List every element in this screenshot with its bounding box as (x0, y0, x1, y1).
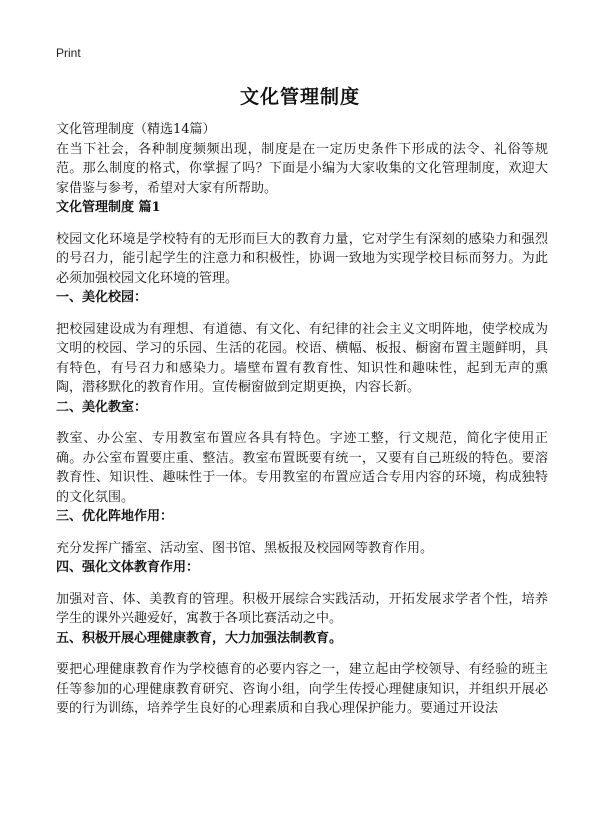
item-heading: 五、积极开展心理健康教育，大力加强法制教育。 (56, 630, 343, 646)
item-heading: 三、优化阵地作用： (56, 509, 174, 524)
item-paragraph: 充分发挥广播室、活动室、图书馆、黑板报及校园网等教育作用。 (56, 540, 434, 556)
document-body (56, 120, 548, 719)
item-heading: 二、美化教室： (56, 399, 148, 415)
section-paragraph: 校园文化环境是学校特有的无形而巨大的教育力量，它对学生有深刻的感染力和强烈的号召力，能引起学生的注意力和积极性，协调一致地为实现学校目标而努力。为此必须加强校园文化环境的管理。 (56, 231, 548, 286)
intro-paragraph: 在当下社会，各种制度频频出现，制度是在一定历史条件下形成的法令、礼俗等规范。那么制度的格式，你掌握了吗？下面是小编为大家收集的文化管理制度，欢迎大家借鉴与参考，希望对大家有所帮助。 (56, 141, 548, 196)
item-paragraph: 把校园建设成为有理想、有道德、有文化、有纪律的社会主义文明阵地，使学校成为文明的校园、学习的乐园、生活的花园。校语、横幅、板报、橱窗布置主题鲜明，具有特色，有号召力和感染力。墙壁布置有教育性、知识性和趣味性，起到无声的熏陶，潜移默化的教育作用。宣传橱窗做到定期更换，内容长新。 (56, 321, 548, 395)
item-heading: 一、美化校园： (56, 290, 148, 305)
item-paragraph: 教室、办公室、专用教室布置应各具有特色。字迹工整，行文规范，简化字使用正确。办公室布置要庄重、整洁。教室布置既要有统一，又要有自己班级的特色。要溶教育性、知识性、趣味性于一体。专用教室的布置应适合专用内容的环境，构成独特的文化氛围。 (56, 431, 548, 505)
item-heading: 四、强化文体教育作用： (56, 560, 200, 575)
item-paragraph: 要把心理健康教育作为学校德育的必要内容之一，建立起由学校领导、有经验的班主任等参加的心理健康教育研究、咨询小组，向学生传授心理健康知识，并组织开展必要的行为训练，培养学生良好的心理素质和自我心理保护能力。要通过开设法 (56, 662, 548, 716)
page-title: 文化管理制度 (239, 86, 360, 108)
item-paragraph: 加强对音、体、美教育的管理。积极开展综合实践活动，开拓发展求学者个性，培养学生的课外兴趣爱好，寓教于各项比赛活动之中。 (56, 591, 548, 626)
document-subtitle: 文化管理制度（精选14篇） (56, 122, 216, 137)
print-link[interactable]: Print (56, 46, 81, 60)
section-heading: 文化管理制度 篇1 (56, 200, 161, 215)
